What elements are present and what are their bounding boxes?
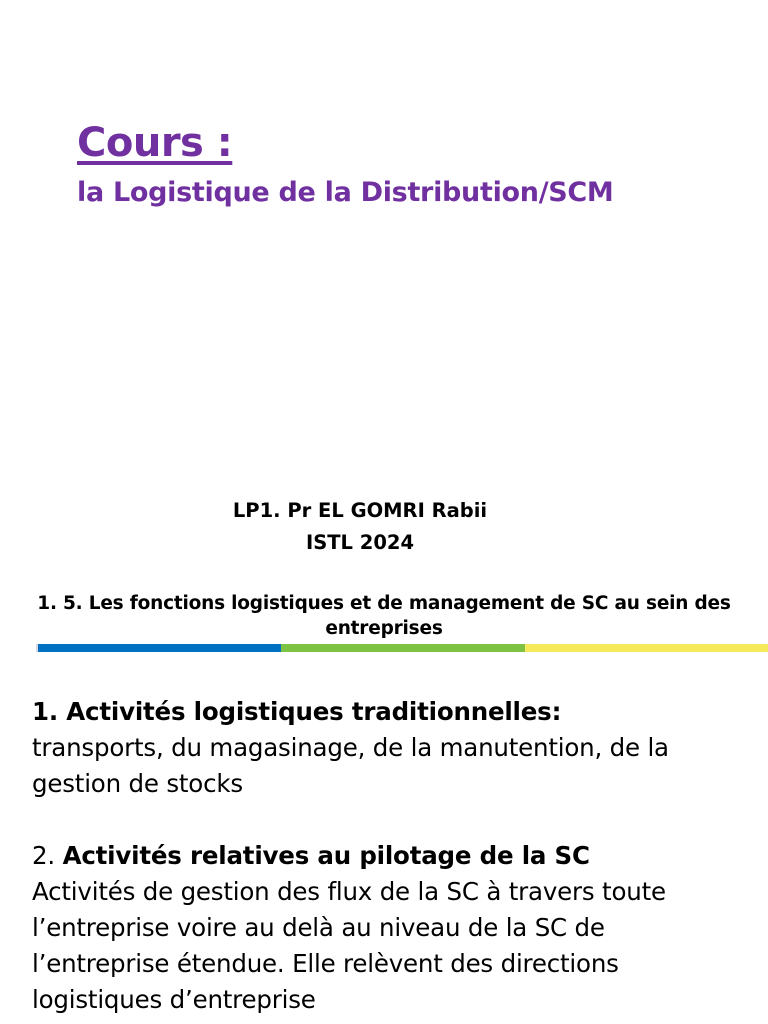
section-heading: 1. 5. Les fonctions logistiques et de management de SC au sein des entreprises: [37, 593, 731, 639]
item1-line: transports, du magasinage, de la manutention, de la: [32, 733, 669, 762]
color-divider: [38, 644, 768, 652]
item2-title: [32, 838, 752, 874]
item1-title: [32, 694, 752, 730]
course-title: Cours :: [77, 120, 233, 166]
slide-content: [32, 694, 752, 1018]
item2-line: l’entreprise voire au delà au niveau de la SC de: [32, 913, 605, 942]
item2-line: logistiques d’entreprise: [32, 985, 316, 1014]
item1-line: gestion de stocks: [32, 769, 243, 798]
course-subtitle: la Logistique de la Distribution/SCM: [77, 177, 614, 208]
item1-heading-suffix: :: [551, 697, 562, 726]
divider-segment-blue: [38, 644, 281, 652]
item2-number: 2.: [32, 841, 63, 870]
author-line: LP1. Pr EL GOMRI Rabii: [232, 499, 488, 522]
item2-heading: Activités relatives au pilotage de la SC: [62, 841, 590, 870]
item2-line: Activités de gestion des flux de la SC à travers toute: [32, 877, 666, 906]
divider-segment-green: [281, 644, 524, 652]
item1-heading: 1. Activités logistiques traditionnelles: [32, 697, 552, 726]
institution-line: ISTL 2024: [305, 531, 415, 554]
item2-line: l’entreprise étendue. Elle relèvent des directions: [32, 949, 619, 978]
divider-segment-yellow: [525, 644, 768, 652]
paragraph-gap: [32, 802, 752, 838]
author-block: [0, 495, 720, 559]
